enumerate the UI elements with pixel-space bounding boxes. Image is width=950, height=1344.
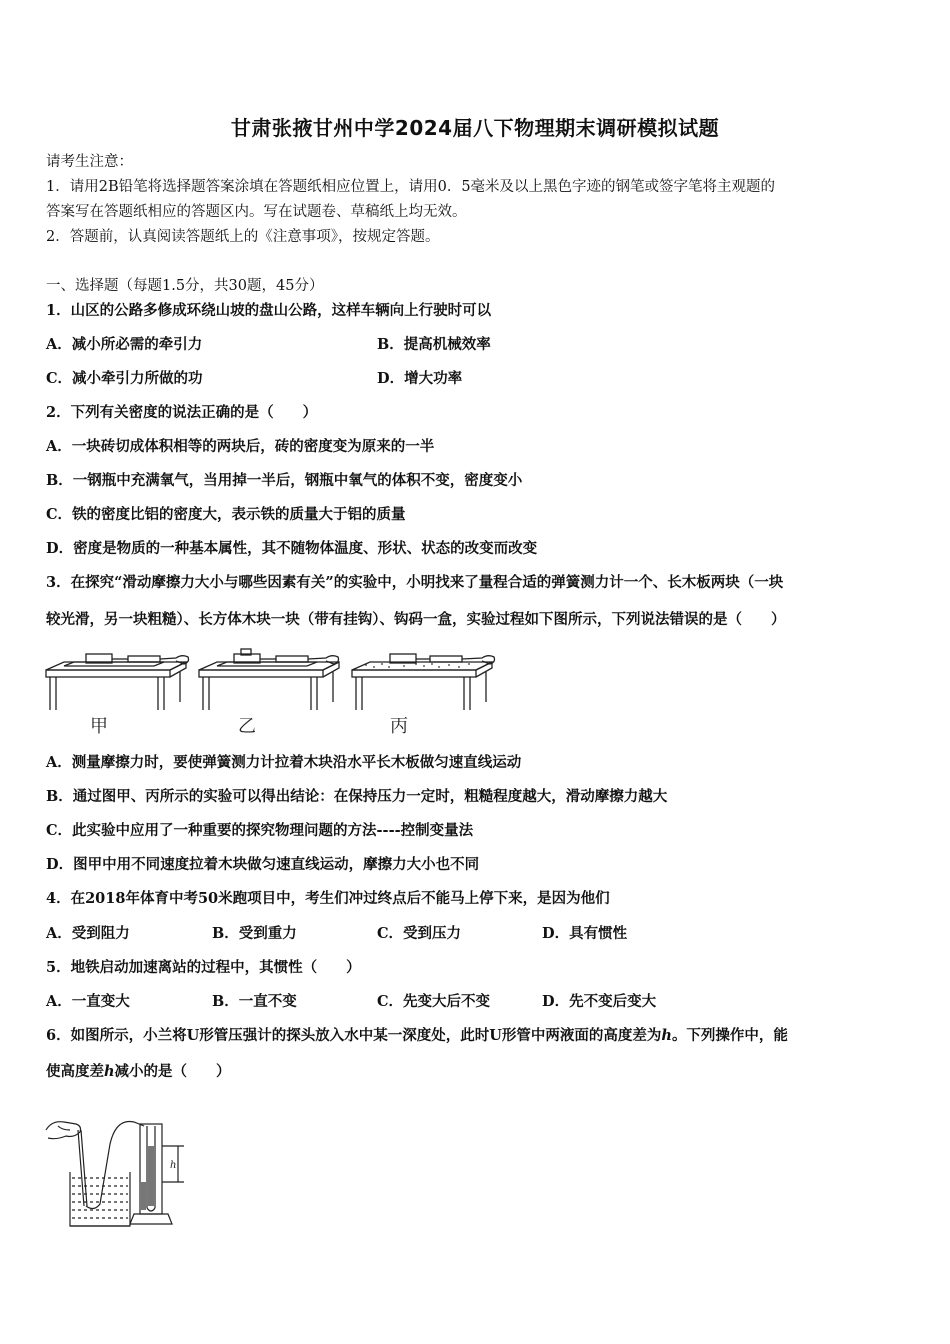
q6-stem-part-d: 减小的是（ ）: [114, 1063, 231, 1080]
q6-u-tube-figure: [44, 1112, 194, 1230]
q2-option-b: B．一钢瓶中充满氧气，当用掉一半后，钢瓶中氧气的体积不变，密度变小: [46, 472, 523, 489]
q4-option-b: B．受到重力: [212, 925, 297, 942]
q1-stem: 1．山区的公路多修成环绕山坡的盘山公路，这样车辆向上行驶时可以: [46, 302, 492, 319]
q2-option-a: A．一块砖切成体积相等的两块后，砖的密度变为原来的一半: [46, 438, 435, 455]
q5-option-d: D．先不变后变大: [542, 993, 657, 1010]
q4-option-d: D．具有惯性: [542, 925, 628, 942]
q1-option-c: C．减小牵引力所做的功: [46, 370, 203, 387]
notice-heading: 请考生注意：: [46, 154, 133, 170]
q3-option-c: C．此实验中应用了一种重要的探究物理问题的方法----控制变量法: [46, 822, 474, 839]
q4-stem: 4．在2018年体育中考50米跑项目中，考生们冲过终点后不能马上停下来，是因为他们: [46, 890, 610, 907]
q5-option-c: C．先变大后不变: [377, 993, 491, 1010]
notice-item-1: 1．请用2B铅笔将选择题答案涂填在答题纸相应位置上，请用0．5毫米及以上黑色字迹的钢笔或签字笔将主观题的: [46, 179, 776, 195]
q1-option-a: A．减小所必需的牵引力: [46, 336, 203, 353]
notice-item-2: 2．答题前，认真阅读答题纸上的《注意事项》，按规定答题。: [46, 229, 440, 245]
q5-option-b: B．一直不变: [212, 993, 297, 1010]
q6-stem: [46, 1026, 788, 1046]
q5-stem: 5．地铁启动加速离站的过程中，其惯性（ ）: [46, 959, 361, 976]
q6-stem-part-b: 。下列操作中，能: [671, 1027, 788, 1044]
page-title: 甘肃张掖甘州中学2024届八下物理期末调研模拟试题: [230, 116, 720, 140]
q2-stem: 2．下列有关密度的说法正确的是（ ）: [46, 404, 318, 421]
q6-stem-part-c: 使高度差: [46, 1063, 104, 1080]
q1-option-b: B．提高机械效率: [377, 336, 491, 353]
q4-option-c: C．受到压力: [377, 925, 462, 942]
q6-stem-h-2: h: [104, 1063, 115, 1080]
q2-option-c: C．铁的密度比铝的密度大，表示铁的质量大于铝的质量: [46, 506, 406, 523]
q3-stem-cont: 较光滑，另一块粗糙）、长方体木块一块（带有挂钩）、钩码一盒，实验过程如下图所示，下列说法错误的是（ ）: [46, 611, 786, 628]
section-heading: 一、选择题（每题1.5分，共30题，45分）: [46, 278, 324, 294]
notice-item-1-cont: 答案写在答题纸相应的答题区内。写在试题卷、草稿纸上均无效。: [46, 204, 467, 220]
q3-option-a: A．测量摩擦力时，要使弹簧测力计拉着木块沿水平长木板做匀速直线运动: [46, 754, 522, 771]
q3-option-b: B．通过图甲、丙所示的实验可以得出结论：在保持压力一定时，粗糙程度越大，滑动摩擦力越大: [46, 788, 668, 805]
q6-stem-part-a: 6．如图所示，小兰将U形管压强计的探头放入水中某一深度处，此时U形管中两液面的高度差为: [46, 1027, 662, 1044]
q6-stem-h: h: [661, 1027, 672, 1044]
q5-option-a: A．一直变大: [46, 993, 130, 1010]
figure-label-jia: 甲: [90, 716, 108, 737]
q6-stem-cont: [46, 1062, 231, 1082]
q1-option-d: D．增大功率: [377, 370, 463, 387]
q4-option-a: A．受到阻力: [46, 925, 130, 942]
figure-label-h: h: [170, 1160, 177, 1171]
q3-option-d: D．图甲中用不同速度拉着木块做匀速直线运动，摩擦力大小也不同: [46, 856, 480, 873]
q3-friction-figure: [44, 648, 514, 740]
q3-stem: 3．在探究“滑动摩擦力大小与哪些因素有关”的实验中，小明找来了量程合适的弹簧测力计一个、长木板两块（一块: [46, 574, 784, 591]
figure-label-yi: 乙: [238, 716, 256, 737]
q2-option-d: D．密度是物质的一种基本属性，其不随物体温度、形状、状态的改变而改变: [46, 540, 538, 557]
figure-label-bing: 丙: [390, 716, 408, 737]
